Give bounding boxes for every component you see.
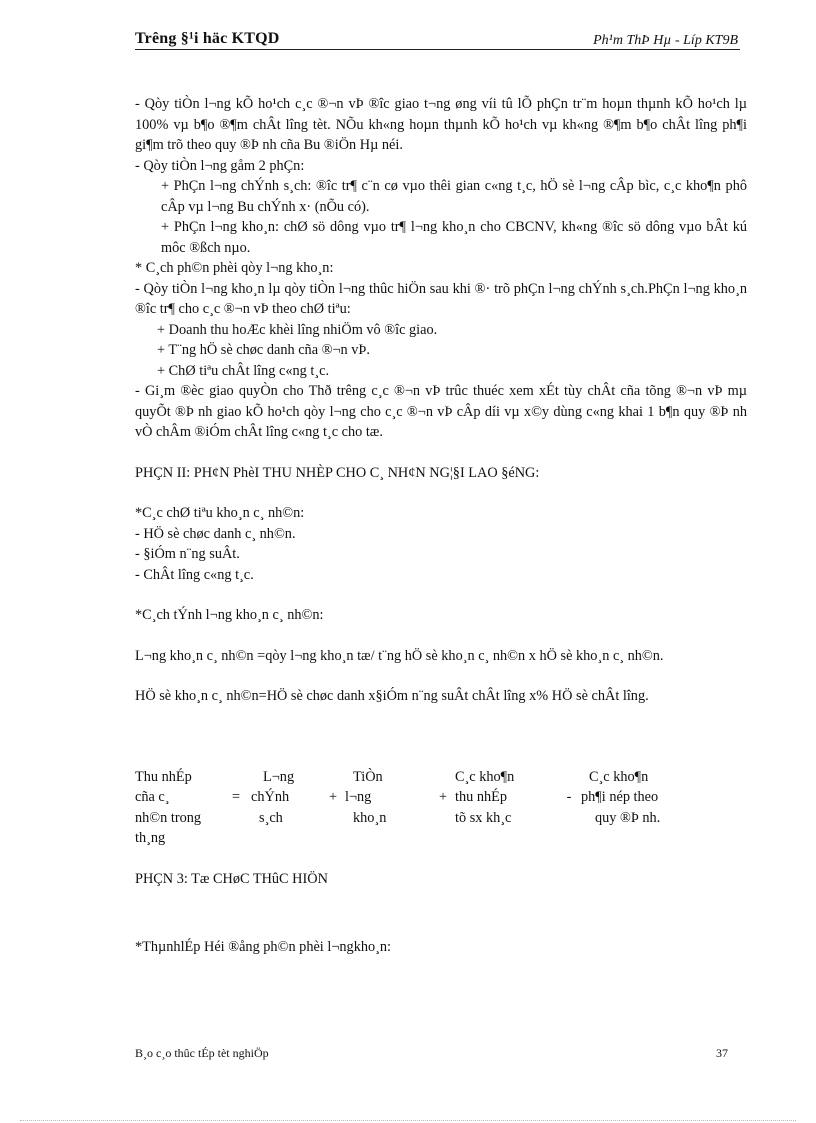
table-cell: kho¸n	[353, 809, 387, 826]
paragraph: + T¨ng hÖ sè chøc danh cña ®¬n vÞ.	[157, 342, 370, 358]
table-row	[135, 787, 701, 808]
table-cell: +	[328, 789, 338, 805]
council-heading: *ThµnhlÉp Héi ®ång ph©n phèi l¬ngkho¸n:	[135, 939, 392, 955]
table-cell	[321, 808, 345, 829]
paragraph: - Qòy tiÒn l¬ng gåm 2 phÇn:	[135, 157, 305, 174]
page-header-right: Ph¹m ThÞ Hµ - Líp KT9B	[593, 33, 738, 48]
table-cell: s¸ch	[259, 809, 283, 826]
table-cell: C¸c kho¶n	[589, 768, 649, 785]
table-cell	[557, 767, 581, 788]
table-cell: chÝnh	[251, 789, 290, 805]
table-cell	[221, 767, 251, 788]
paragraph: + ChØ tiªu chÂt lîng c«ng t¸c.	[157, 362, 330, 379]
table-cell: th¸ng	[135, 830, 166, 846]
criteria-item: - §iÓm n¨ng suÂt.	[135, 546, 240, 562]
table-cell: Thu nhÉp	[135, 768, 192, 785]
table-cell: L¬ng	[263, 768, 295, 785]
document-body	[135, 94, 747, 958]
table-cell	[557, 808, 581, 829]
section-title: PHÇN 3: Tæ CHøC THûC HIÖN	[135, 870, 328, 887]
table-cell: tõ sx kh¸c	[455, 809, 512, 826]
table-cell: +	[438, 789, 448, 805]
paragraph: * C¸ch ph©n phèi qòy l¬ng kho¸n:	[135, 260, 334, 276]
table-cell: TiÒn	[353, 768, 383, 785]
income-formula-table	[135, 767, 701, 849]
table-cell: nh©n trong	[135, 809, 202, 826]
table-cell: -	[566, 789, 572, 805]
table-row	[135, 767, 701, 788]
paragraph: + PhÇn l¬ng chÝnh s¸ch: ®îc tr¶ c¨n cø vµo thêi gian c«ng t¸c, hÖ sè l¬ng cÂp bìc, c¸c kho¶n phô cÂp vµ l¬ng Bu chÝnh x· (nÕu có).	[161, 178, 747, 215]
table-cell: thu nhÉp	[455, 789, 508, 805]
table-cell: =	[231, 789, 241, 805]
table-cell	[431, 767, 455, 788]
section-title: PHÇN II: PH¢N PhèI THU NHÈP CHO C¸ NH¢N NG¦§I LAO §éNG:	[135, 464, 540, 481]
paragraph: - Qòy tiÒn l¬ng kho¸n lµ qòy tiÒn l¬ng thûc hiÖn sau khi ®· trõ phÇn l¬ng chÝnh s¸ch.PhÇn l¬ng kho¸n ®îc tr¶ cho c¸c ®¬n vÞ theo chØ tiªu:	[135, 280, 747, 317]
header-rule	[135, 49, 740, 50]
table-cell	[431, 808, 455, 829]
table-cell: ph¶i nép theo	[581, 789, 659, 805]
table-row	[135, 808, 701, 829]
paragraph: - Qòy tiÒn l¬ng kÕ ho¹ch c¸c ®¬n vÞ ®îc giao t¬ng øng víi tû lÕ phÇn tr¨m hoµn thµnh kÕ ho¹ch lµ 100% vµ b¶o ®¶m chÂt lîng tèt. NÕu kh«ng hoµn thµnh kÕ ho¹ch vµ kh«ng ®¶m b¶o chÂt lîng ph¶i gi¶m trõ theo quy ®Þ nh cña Bu ®iÖn Hµ néi.	[135, 96, 747, 153]
table-cell: l¬ng	[345, 789, 372, 805]
footer-title: B¸o c¸o thûc tÉp tèt nghiÖp	[135, 1046, 269, 1060]
formula-text: HÖ sè kho¸n c¸ nh©n=HÖ sè chøc danh x§iÓm n¨ng suÂt chÂt lîng x% HÖ sè chÂt lîng.	[135, 688, 649, 704]
formula-text: L¬ng kho¸n c¸ nh©n =qòy l¬ng kho¸n tæ/ t¨ng hÖ sè kho¸n c¸ nh©n x hÖ sè kho¸n c¸ nh©n.	[135, 647, 664, 664]
table-cell: cña c¸	[135, 789, 170, 805]
paragraph: - Gi¸m ®èc giao quyÒn cho Thð trêng c¸c ®¬n vÞ trûc thuéc xem xÉt tùy chÂt cña tõng ®¬n vÞ mµ quyÕt ®Þ nh giao kÕ ho¹ch qòy l¬ng cho c¸c ®¬n vÞ cÂp díi vµ x©y dùng c«ng khai 1 b¶n quy ®Þ nh vÒ chÂm ®iÓm chÂt lîng c«ng t¸c cho tæ.	[135, 383, 747, 440]
paragraph: + Doanh thu hoÆc khèi lîng nhiÖm vô ®îc giao.	[157, 321, 438, 338]
page-bottom-border	[20, 1120, 796, 1121]
calc-title: *C¸ch tÝnh l¬ng kho¸n c¸ nh©n:	[135, 607, 324, 623]
page-header-left: Trêng §¹i häc KTQD	[135, 30, 280, 47]
table-cell	[321, 767, 345, 788]
criteria-item: - HÖ sè chøc danh c¸ nh©n.	[135, 525, 296, 542]
page-number: 37	[716, 1046, 728, 1060]
table-row	[135, 828, 701, 849]
table-cell: C¸c kho¶n	[455, 768, 515, 785]
criteria-item: - ChÂt lîng c«ng t¸c.	[135, 566, 254, 583]
criteria-title: *C¸c chØ tiªu kho¸n c¸ nh©n:	[135, 505, 305, 521]
paragraph: + PhÇn l¬ng kho¸n: chØ sö dông vµo tr¶ l¬ng kho¸n cho CBCNV, kh«ng ®îc sö dông vµo bÂt kú môc ®ßch nµo.	[161, 219, 747, 256]
table-cell	[221, 808, 251, 829]
table-cell: quy ®Þ nh.	[595, 809, 661, 826]
